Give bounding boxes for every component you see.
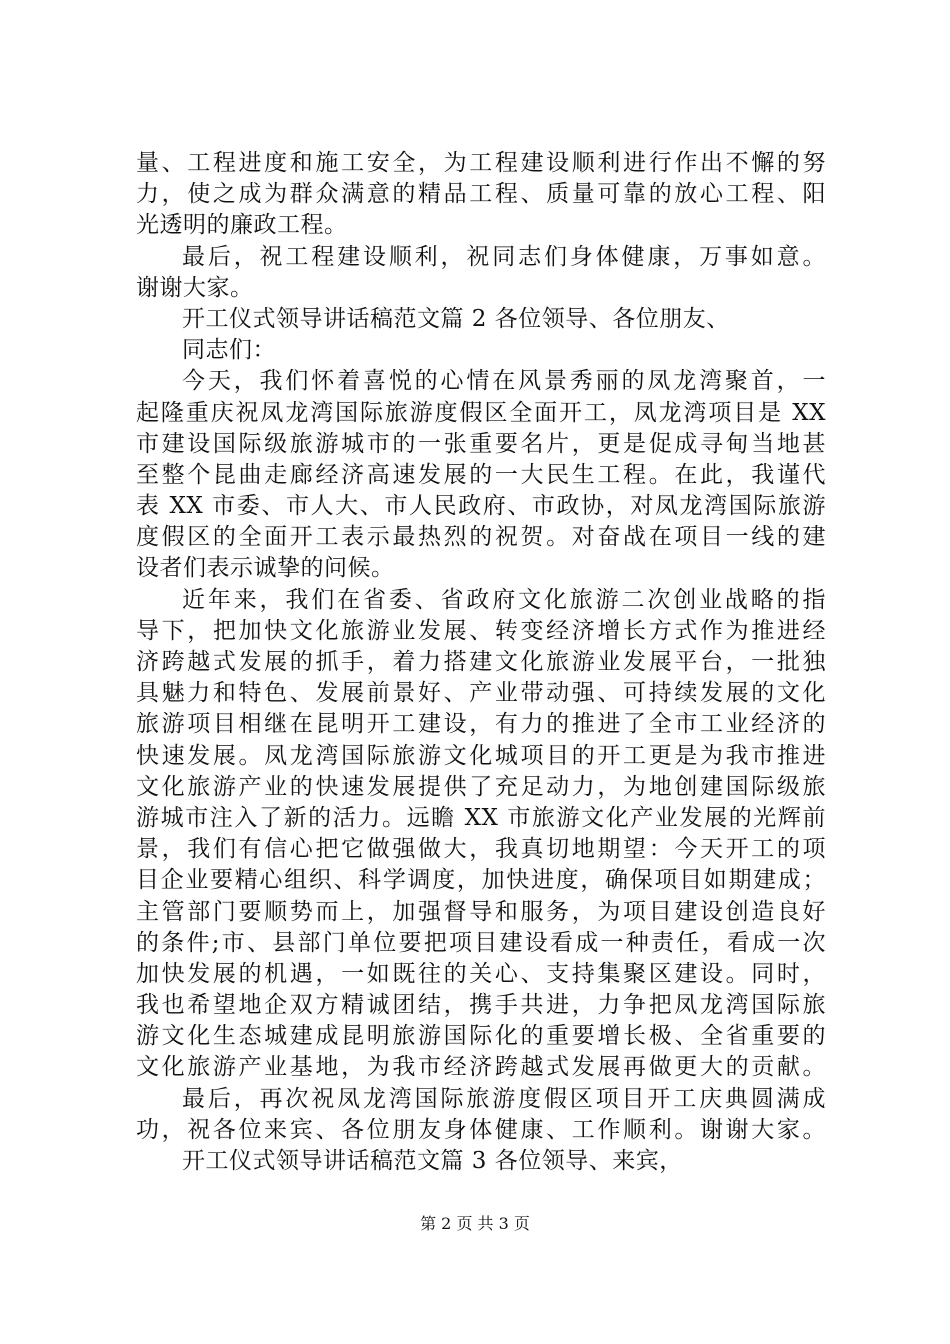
text-line: 济跨越式发展的抓手，着力搭建文化旅游业发展平台，一批独 [136,649,826,675]
body-text [136,148,826,1177]
text-line: 文化旅游产业基地，为我市经济跨越式发展再做更大的贡献。 [136,1054,826,1081]
text-line: 量、工程进度和施工安全，为工程建设顺利进行作出不懈的努 [136,150,826,176]
text-line: 表 XX 市委、市人大、市人民政府、市政协，对凤龙湾国际旅游 [136,493,826,520]
text-line: 设者们表示诚挚的问候。 [136,555,395,582]
text-line: 游文化生态城建成昆明旅游国际化的重要增长极、全省重要的 [136,1023,826,1050]
text-line: 度假区的全面开工表示最热烈的祝贺。对奋战在项目一线的建 [136,524,826,551]
text-line: 市建设国际级旅游城市的一张重要名片，更是促成寻甸当地甚 [136,430,826,457]
text-line: 最后，再次祝凤龙湾国际旅游度假区项目开工庆典圆满成 [182,1085,826,1112]
text-line: 游城市注入了新的活力。远瞻 XX 市旅游文化产业发展的光辉前 [136,804,826,831]
text-line: 近年来，我们在省委、省政府文化旅游二次创业战略的指 [182,586,826,613]
page-footer: 第 2 页 共 3 页 [420,1214,530,1233]
text-line: 目企业要精心组织、科学调度，加快进度，确保项目如期建成； [136,867,826,894]
text-line: 我也希望地企双方精诚团结，携手共进，力争把凤龙湾国际旅 [136,992,826,1019]
text-line: 光透明的廉政工程。 [136,212,348,239]
text-line: 至整个昆曲走廊经济高速发展的一大民生工程。在此，我谨代 [136,461,826,488]
text-line: 开工仪式领导讲话稿范文篇 2 各位领导、各位朋友、 [182,305,730,332]
text-line: 的条件;市、县部门单位要把项目建设看成一种责任，看成一次 [136,929,826,956]
text-line: 加快发展的机遇，一如既往的关心、支持集聚区建设。同时， [136,960,826,987]
text-line: 开工仪式领导讲话稿范文篇 3 各位领导、来宾， [182,1148,683,1174]
text-line: 功，祝各位来宾、各位朋友身体健康、工作顺利。谢谢大家。 [136,1116,826,1143]
text-line: 文化旅游产业的快速发展提供了充足动力，为地创建国际级旅 [136,773,826,800]
text-line: 起隆重庆祝凤龙湾国际旅游度假区全面开工，凤龙湾项目是 XX [136,399,826,426]
text-line: 旅游项目相继在昆明开工建设，有力的推进了全市工业经济的 [136,711,826,738]
text-line: 景，我们有信心把它做强做大，我真切地期望：今天开工的项 [136,836,826,863]
text-line: 导下，把加快文化旅游业发展、转变经济增长方式作为推进经 [136,617,826,644]
text-line: 谢谢大家。 [136,274,254,301]
text-line: 今天，我们怀着喜悦的心情在风景秀丽的凤龙湾聚首，一 [182,368,826,395]
text-line: 主管部门要顺势而上，加强督导和服务，为项目建设创造良好 [136,898,826,925]
text-line: 快速发展。凤龙湾国际旅游文化城项目的开工更是为我市推进 [136,742,826,769]
text-line: 具魅力和特色、发展前景好、产业带动强、可持续发展的文化 [136,680,826,707]
text-line: 力，使之成为群众满意的精品工程、质量可靠的放心工程、阳 [136,181,826,208]
text-line: 最后，祝工程建设顺利，祝同志们身体健康，万事如意。 [182,243,826,270]
text-line: 同志们： [182,337,276,364]
